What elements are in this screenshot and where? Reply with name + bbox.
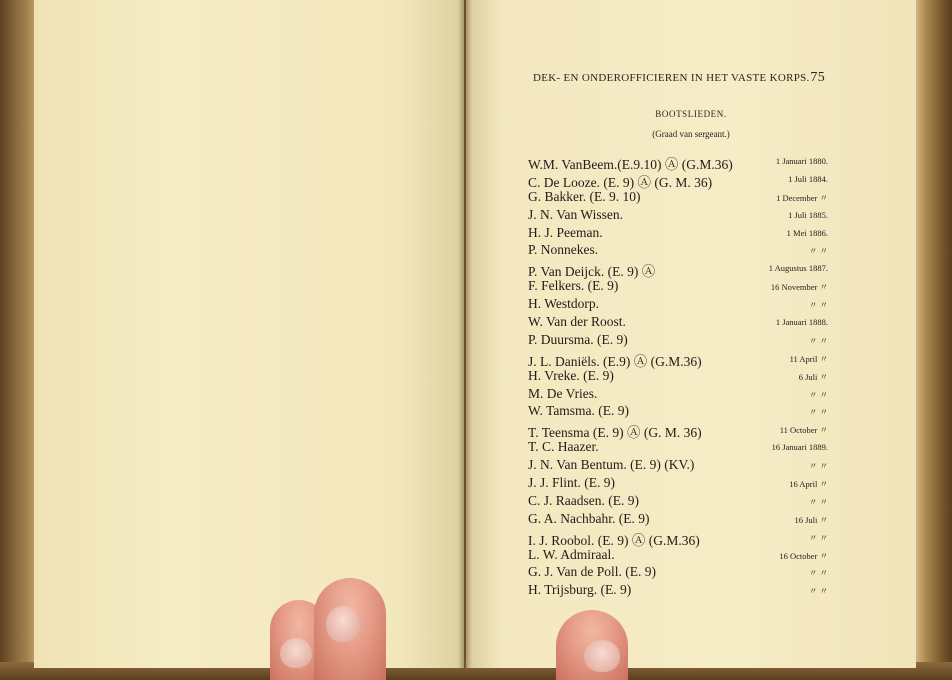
entry-date: 11 October 〃: [779, 425, 828, 436]
entry-name: W. Tamsma. (E. 9): [528, 403, 630, 419]
roster-entry: [528, 439, 828, 457]
fingernail: [584, 640, 620, 672]
entry-name: G. Bakker. (E. 9. 10): [528, 188, 641, 204]
roster-entry: [528, 368, 828, 386]
section-title: BOOTSLIEDEN.: [655, 109, 727, 119]
roster-entry: [528, 171, 828, 189]
roster-entry: [528, 457, 828, 475]
entry-date: 〃 〃: [808, 335, 828, 346]
entry-name: P. Nonnekes.: [528, 242, 599, 258]
left-page-blank: [34, 0, 464, 668]
entry-date: 〃 〃: [808, 389, 828, 400]
roster-entry: [528, 207, 828, 225]
entry-name: F. Felkers. (E. 9): [528, 278, 619, 294]
roster-entry: [528, 529, 828, 547]
entry-name: G. A. Nachbahr. (E. 9): [528, 510, 650, 526]
entry-name: J. J. Flint. (E. 9): [528, 475, 616, 491]
entry-date: 1 Januari 1888.: [775, 317, 828, 328]
entry-date: 16 Januari 1889.: [771, 442, 828, 453]
entry-date: 1 Juli 1884.: [788, 173, 828, 184]
entry-date: 11 April 〃: [789, 353, 828, 364]
fingernail: [326, 606, 360, 642]
entry-date: 〃 〃: [808, 461, 828, 472]
book-cover-right-edge: [915, 0, 952, 680]
roster-entry: [528, 350, 828, 368]
entry-name: J. L. Daniëls. (E.9) Ⓐ (G.M.36): [528, 353, 702, 369]
roster-entry: [528, 189, 828, 207]
roster-entry: [528, 242, 828, 260]
roster-entry: [528, 225, 828, 243]
entry-name: H. Vreke. (E. 9): [528, 367, 614, 383]
roster-entry: [528, 314, 828, 332]
entry-name: J. N. Van Bentum. (E. 9) (KV.): [528, 457, 695, 473]
entry-date: 〃 〃: [808, 586, 828, 597]
entry-date: 1 Augustus 1887.: [768, 263, 828, 274]
roster-entry: [528, 386, 828, 404]
entry-date: 16 November 〃: [770, 282, 828, 293]
entry-date: 1 Januari 1880.: [775, 156, 828, 166]
entry-name: L. W. Admiraal.: [528, 546, 615, 562]
entry-name: J. N. Van Wissen.: [528, 206, 623, 222]
entry-name: G. J. Van de Poll. (E. 9): [528, 564, 656, 580]
entry-date: 16 October 〃: [779, 550, 828, 561]
roster-entry: [528, 493, 828, 511]
running-header: [533, 70, 825, 86]
entry-date: 〃 〃: [808, 407, 828, 418]
entry-date: 〃 〃: [808, 496, 828, 507]
entry-name: T. Teensma (E. 9) Ⓐ (G. M. 36): [528, 425, 702, 441]
roster-entry: [528, 421, 828, 439]
entry-name: I. J. Roobol. (E. 9) Ⓐ (G.M.36): [528, 532, 700, 548]
entry-name: W. Van der Roost.: [528, 314, 626, 330]
roster-entry: [528, 547, 828, 565]
roster-entry: [528, 260, 828, 278]
entry-date: 〃 〃: [808, 246, 828, 257]
rank-note: (Graad van sergeant.): [652, 129, 730, 139]
entry-date: 〃 〃: [808, 532, 828, 543]
roster-entry: [528, 564, 828, 582]
entry-date: 1 December 〃: [776, 192, 828, 203]
entry-name: C. J. Raadsen. (E. 9): [528, 492, 639, 508]
page-number: 75: [810, 70, 825, 85]
entry-name: C. De Looze. (E. 9) Ⓐ (G. M. 36): [528, 174, 713, 190]
entry-name: P. Van Deijck. (E. 9) Ⓐ: [528, 264, 656, 280]
roster-entry: [528, 582, 828, 600]
entry-date: 1 Mei 1886.: [786, 227, 828, 238]
entry-name: T. C. Haazer.: [528, 439, 599, 455]
roster-entry: [528, 153, 828, 171]
roster-entry: [528, 403, 828, 421]
roster-entry: [528, 278, 828, 296]
entry-name: M. De Vries.: [528, 385, 598, 401]
roster-entry: [528, 296, 828, 314]
entry-name: H. J. Peeman.: [528, 224, 603, 240]
entry-date: 〃 〃: [808, 568, 828, 579]
book-gutter: [458, 0, 472, 668]
entry-name: H. Trijsburg. (E. 9): [528, 582, 632, 598]
running-header-title: DEK- EN ONDEROFFICIEREN IN HET VASTE KORPS.: [533, 72, 810, 84]
roster-entry: [528, 475, 828, 493]
entry-date: 6 Juli 〃: [798, 371, 828, 382]
entry-name: H. Westdorp.: [528, 296, 600, 312]
entry-name: P. Duursma. (E. 9): [528, 331, 628, 347]
entry-date: 16 Juli 〃: [794, 514, 828, 525]
entry-date: 1 Juli 1885.: [788, 209, 828, 220]
roster-entry: [528, 511, 828, 529]
entry-date: 16 April 〃: [789, 479, 828, 490]
entry-name: W.M. VanBeem.(E.9.10) Ⓐ (G.M.36): [528, 157, 733, 172]
entry-date: 〃 〃: [808, 300, 828, 311]
fingernail: [280, 638, 312, 668]
roster-list: [528, 153, 828, 600]
roster-entry: [528, 332, 828, 350]
